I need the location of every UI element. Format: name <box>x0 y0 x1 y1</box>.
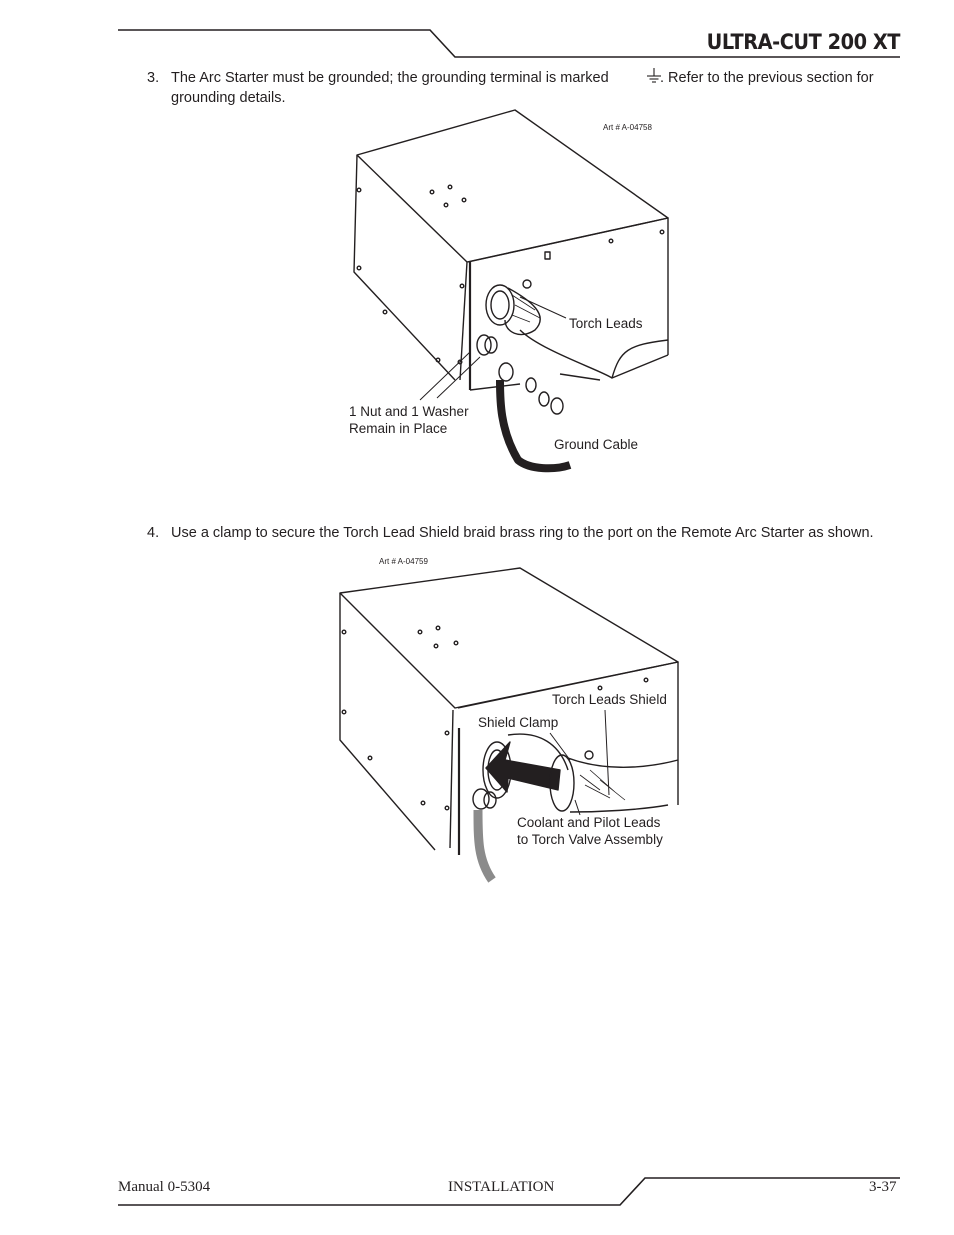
label-torch-leads: Torch Leads <box>569 316 643 331</box>
art-number: Art # A-04758 <box>603 123 652 132</box>
label-coolant-pilot-leads-line2: to Torch Valve Assembly <box>517 832 663 847</box>
step-number: 3. <box>147 70 160 86</box>
footer-manual-number: Manual 0-5304 <box>118 1179 211 1195</box>
step-number: 4. <box>147 525 160 541</box>
step-text-continued: . Refer to the previous section for <box>660 70 874 86</box>
step-text: Use a clamp to secure the Torch Lead Shield braid brass ring to the port on the Remote Arc Starter as shown. <box>171 525 874 541</box>
art-number: Art # A-04759 <box>379 557 428 566</box>
label-nut-washer: 1 Nut and 1 Washer <box>349 404 469 419</box>
label-ground-cable: Ground Cable <box>554 437 639 452</box>
footer-page-number: 3-37 <box>869 1179 897 1195</box>
label-shield-clamp: Shield Clamp <box>478 715 559 730</box>
step-text: The Arc Starter must be grounded; the grounding terminal is marked <box>171 70 609 86</box>
label-torch-leads-shield: Torch Leads Shield <box>552 692 667 707</box>
document-title: ULTRA-CUT 200 XT <box>706 30 900 54</box>
label-coolant-pilot-leads: Coolant and Pilot Leads <box>517 815 661 830</box>
step-text-line2: grounding details. <box>171 90 286 106</box>
footer-section: INSTALLATION <box>448 1179 555 1195</box>
label-nut-washer-line2: Remain in Place <box>349 421 448 436</box>
